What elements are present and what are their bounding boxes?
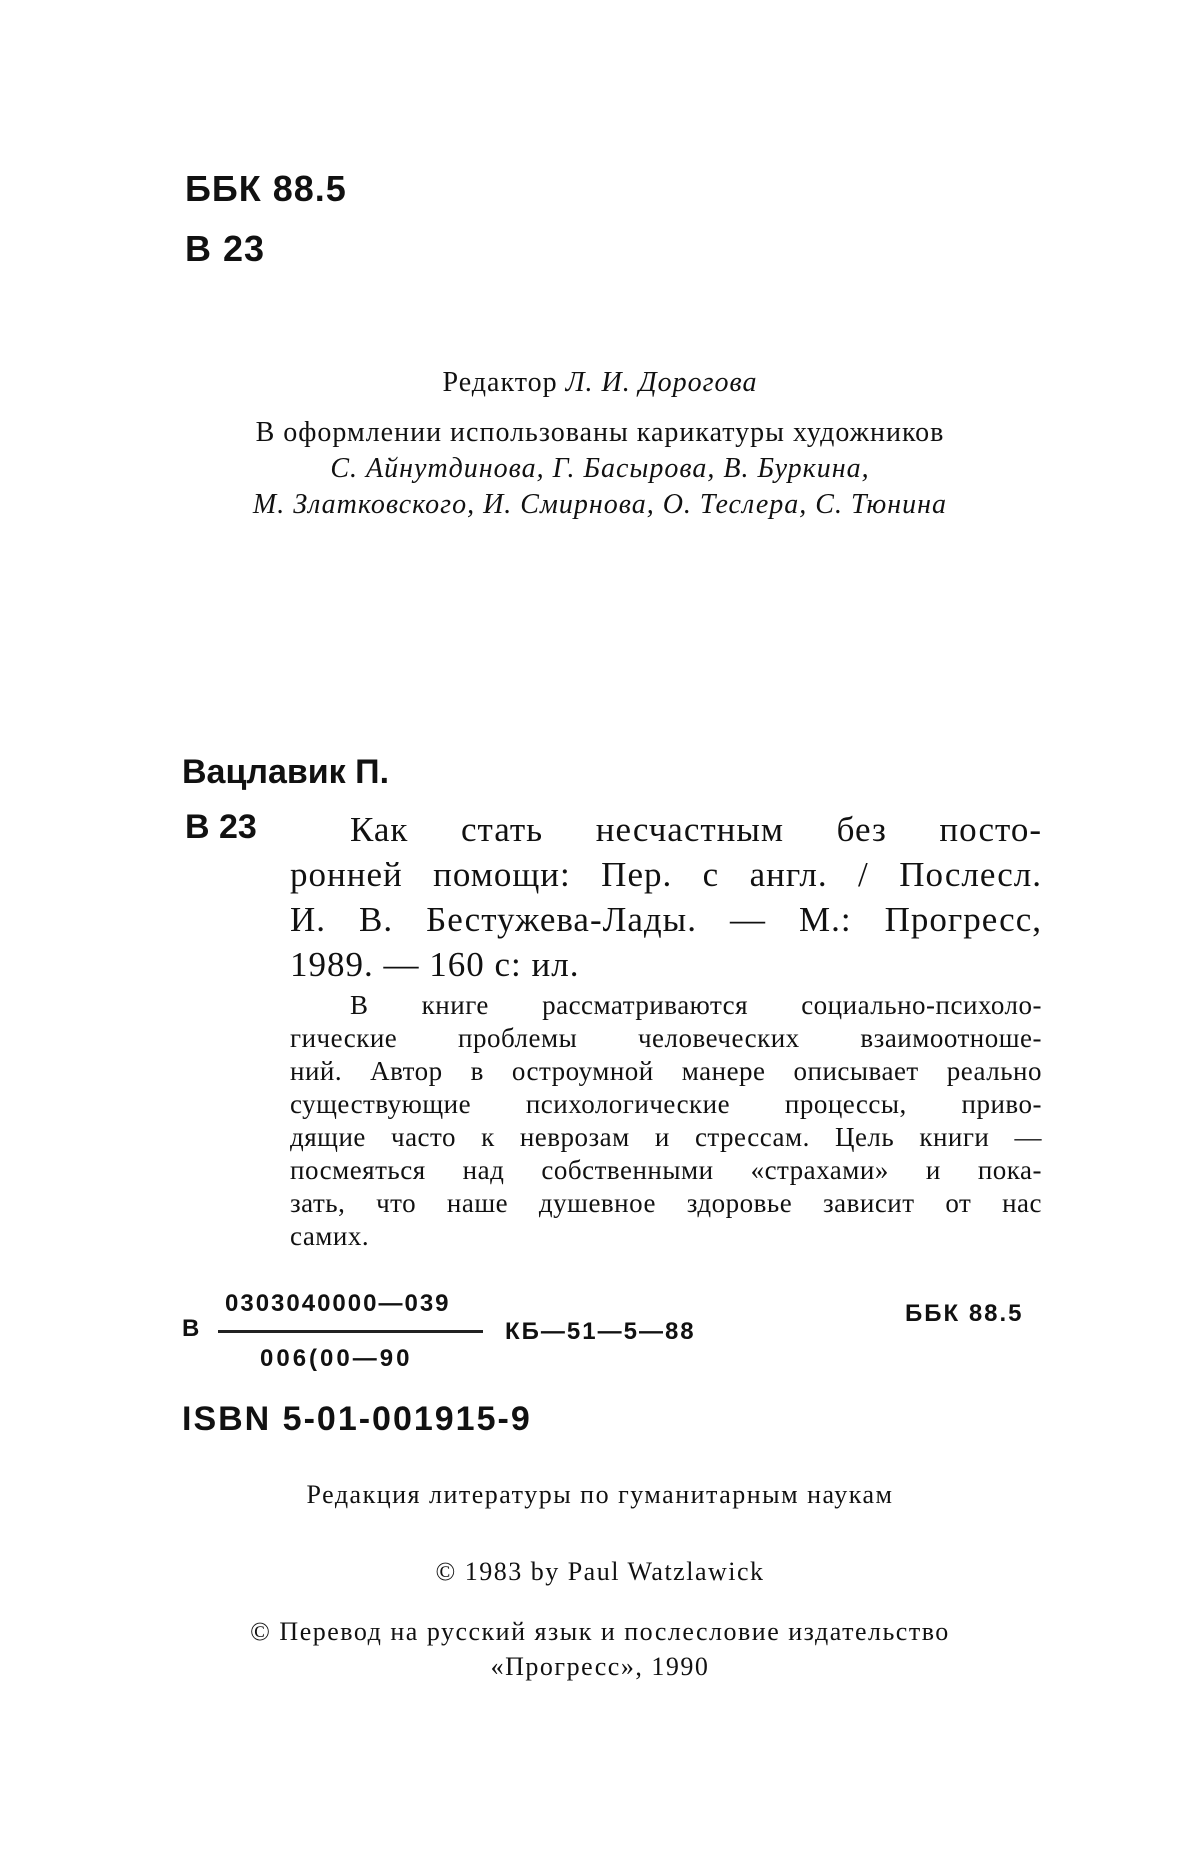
fraction-numerator: 0303040000—039 [225, 1290, 451, 1318]
abstract-line: В книге рассматриваются социально-психоло- [350, 990, 1042, 1021]
fraction-letter: В [182, 1315, 199, 1343]
abstract-line: существующие психологические процессы, приво- [290, 1089, 1042, 1120]
record-title-line: ронней помощи: Пер. с англ. / Послесл. [290, 855, 1042, 895]
design-credit-line: В оформлении использованы карикатуры художников [0, 417, 1200, 449]
abstract-line: зать, что наше душевное здоровье зависит от нас [290, 1188, 1042, 1219]
editor-name: Л. И. Дорогова [566, 367, 758, 398]
record-title-line: 1989. — 160 с: ил. [290, 945, 579, 985]
record-title-line: Как стать несчастным без посто- [350, 810, 1042, 850]
fraction-bar [218, 1330, 483, 1333]
kb-code: КБ—51—5—88 [505, 1318, 696, 1346]
copyright-translation-line-1: © Перевод на русский язык и послесловие издательство [0, 1617, 1200, 1647]
artists-line-2: М. Златковского, И. Смирнова, О. Теслера, С. Тюнина [0, 489, 1200, 521]
abstract-line: самих. [290, 1221, 1042, 1252]
record-title-line: И. В. Бестужева-Лады. — М.: Прогресс, [290, 900, 1042, 940]
abstract-line: ний. Автор в остроумной манере описывает реально [290, 1056, 1042, 1087]
bbk-classification: ББК 88.5 [185, 168, 347, 210]
copyright-translation-line-2: «Прогресс», 1990 [0, 1652, 1200, 1682]
isbn: ISBN 5-01-001915-9 [182, 1400, 532, 1439]
record-author: Вацлавик П. [182, 753, 389, 792]
author-mark-code: В 23 [185, 228, 265, 270]
fraction-bbk: ББК 88.5 [905, 1300, 1024, 1328]
abstract-line: гические проблемы человеческих взаимоотноше- [290, 1023, 1042, 1054]
abstract-line: дящие часто к неврозам и стрессам. Цель книги — [290, 1122, 1042, 1153]
editorial-department: Редакция литературы по гуманитарным наукам [0, 1480, 1200, 1510]
fraction-denominator: 006(00—90 [260, 1345, 412, 1373]
artists-line-1: С. Айнутдинова, Г. Басырова, В. Буркина, [0, 453, 1200, 485]
abstract-line: посмеяться над собственными «страхами» и пока- [290, 1155, 1042, 1186]
editor-label: Редактор [443, 367, 558, 398]
editor-line [0, 367, 1200, 399]
record-code: В 23 [185, 808, 257, 847]
copyright-original: © 1983 by Paul Watzlawick [0, 1557, 1200, 1587]
